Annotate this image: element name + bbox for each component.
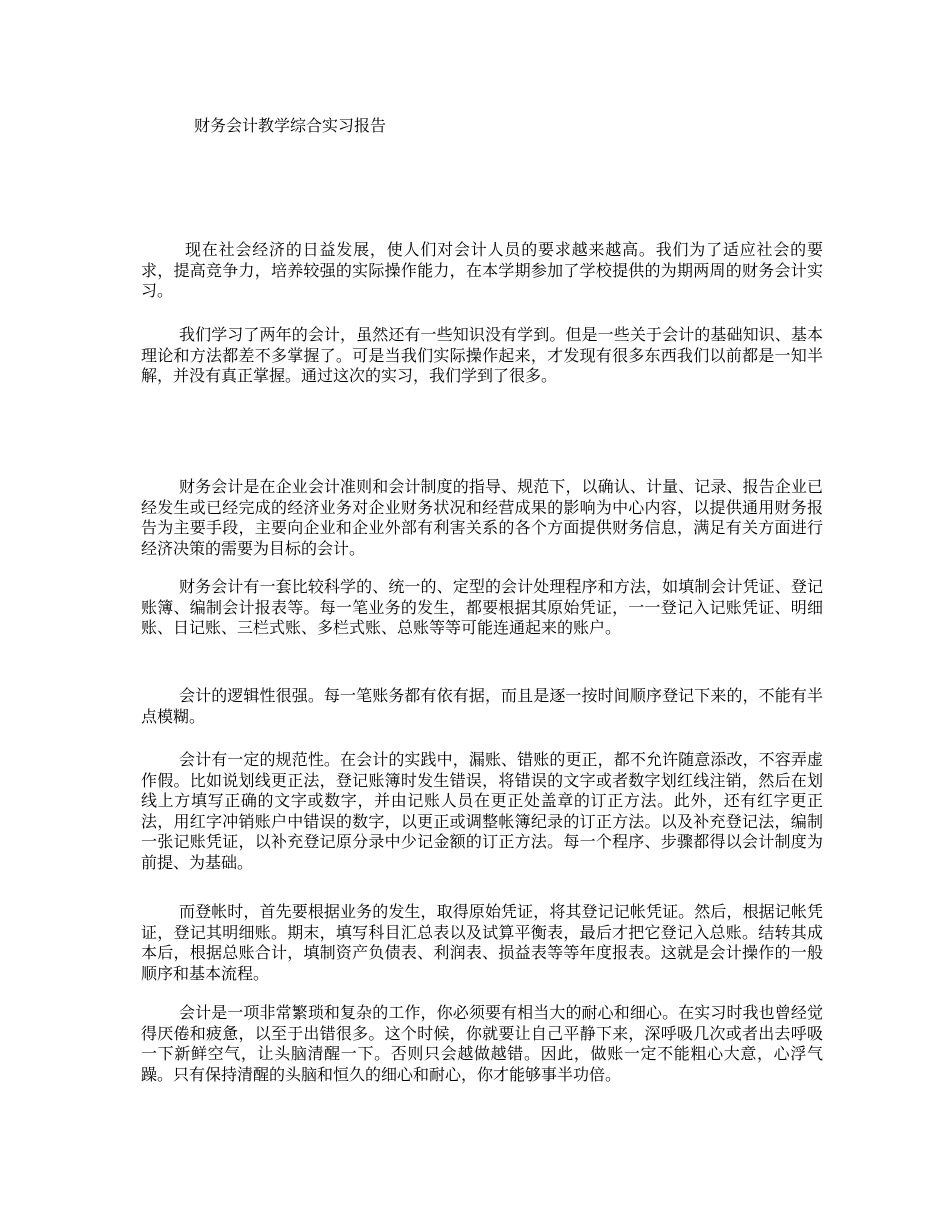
paragraph-standards: 会计有一定的规范性。在会计的实践中，漏账、错账的更正，都不允许随意添改，不容弄虚作假。比如说划线更正法，登记账簿时发生错误，将错误的文字或者数字划红线注销，然后在划线上方填写正确的文字或数字，并由记账人员在更正处盖章的订正方法。此外，还有红字更正法，用红字冲销账户中错误的数字，以更正或调整帐簿纪录的订正方法。以及补充登记法，编制一张记账凭证，以补充登记原分录中少记金额的订正方法。每一个程序、步骤都得以会计制度为前提、为基础。 (141, 750, 823, 872)
paragraph-patience: 会计是一项非常繁琐和复杂的工作，你必须要有相当大的耐心和细心。在实习时我也曾经觉得厌倦和疲惫，以至于出错很多。这个时候，你就要让自己平静下来，深呼吸几次或者出去呼吸一下新鲜空气，让头脑清醒一下。否则只会越做越错。因此，做账一定不能粗心大意，心浮气躁。只有保持清醒的头脑和恒久的细心和耐心，你才能够事半功倍。 (141, 1003, 823, 1084)
paragraph-logic: 会计的逻辑性很强。每一笔账务都有依有据，而且是逐一按时间顺序登记下来的，不能有半点模糊。 (141, 686, 823, 726)
paragraph-procedures: 财务会计有一套比较科学的、统一的、定型的会计处理程序和方法，如填制会计凭证、登记账簿、编制会计报表等。每一笔业务的发生，都要根据其原始凭证，一一登记入记账凭证、明细账、日记账、三栏式账、多栏式账、总账等等可能连通起来的账户。 (141, 577, 823, 638)
paragraph-study: 我们学习了两年的会计，虽然还有一些知识没有学到。但是一些关于会计的基础知识、基本理论和方法都差不多掌握了。可是当我们实际操作起来，才发现有很多东西我们以前都是一知半解，并没有真正掌握。通过这次的实习，我们学到了很多。 (141, 325, 823, 386)
paragraph-definition: 财务会计是在企业会计准则和会计制度的指导、规范下，以确认、计量、记录、报告企业已经发生或已经完成的经济业务对企业财务状况和经营成果的影响为中心内容，以提供通用财务报告为主要手段，主要向企业和企业外部有利害关系的各个方面提供财务信息，满足有关方面进行经济决策的需要为目标的会计。 (141, 477, 823, 558)
document-title: 财务会计教学综合实习报告 (194, 116, 387, 135)
paragraph-intro: 现在社会经济的日益发展，使人们对会计人员的要求越来越高。我们为了适应社会的要求，提高竞争力，培养较强的实际操作能力，在本学期参加了学校提供的为期两周的财务会计实习。 (141, 240, 823, 301)
paragraph-process: 而登帐时，首先要根据业务的发生，取得原始凭证，将其登记记帐凭证。然后，根据记帐凭证，登记其明细账。期末，填写科目汇总表以及试算平衡表，最后才把它登记入总账。结转其成本后，根据总账合计，填制资产负债表、利润表、损益表等等年度报表。这就是会计操作的一般顺序和基本流程。 (141, 902, 823, 983)
